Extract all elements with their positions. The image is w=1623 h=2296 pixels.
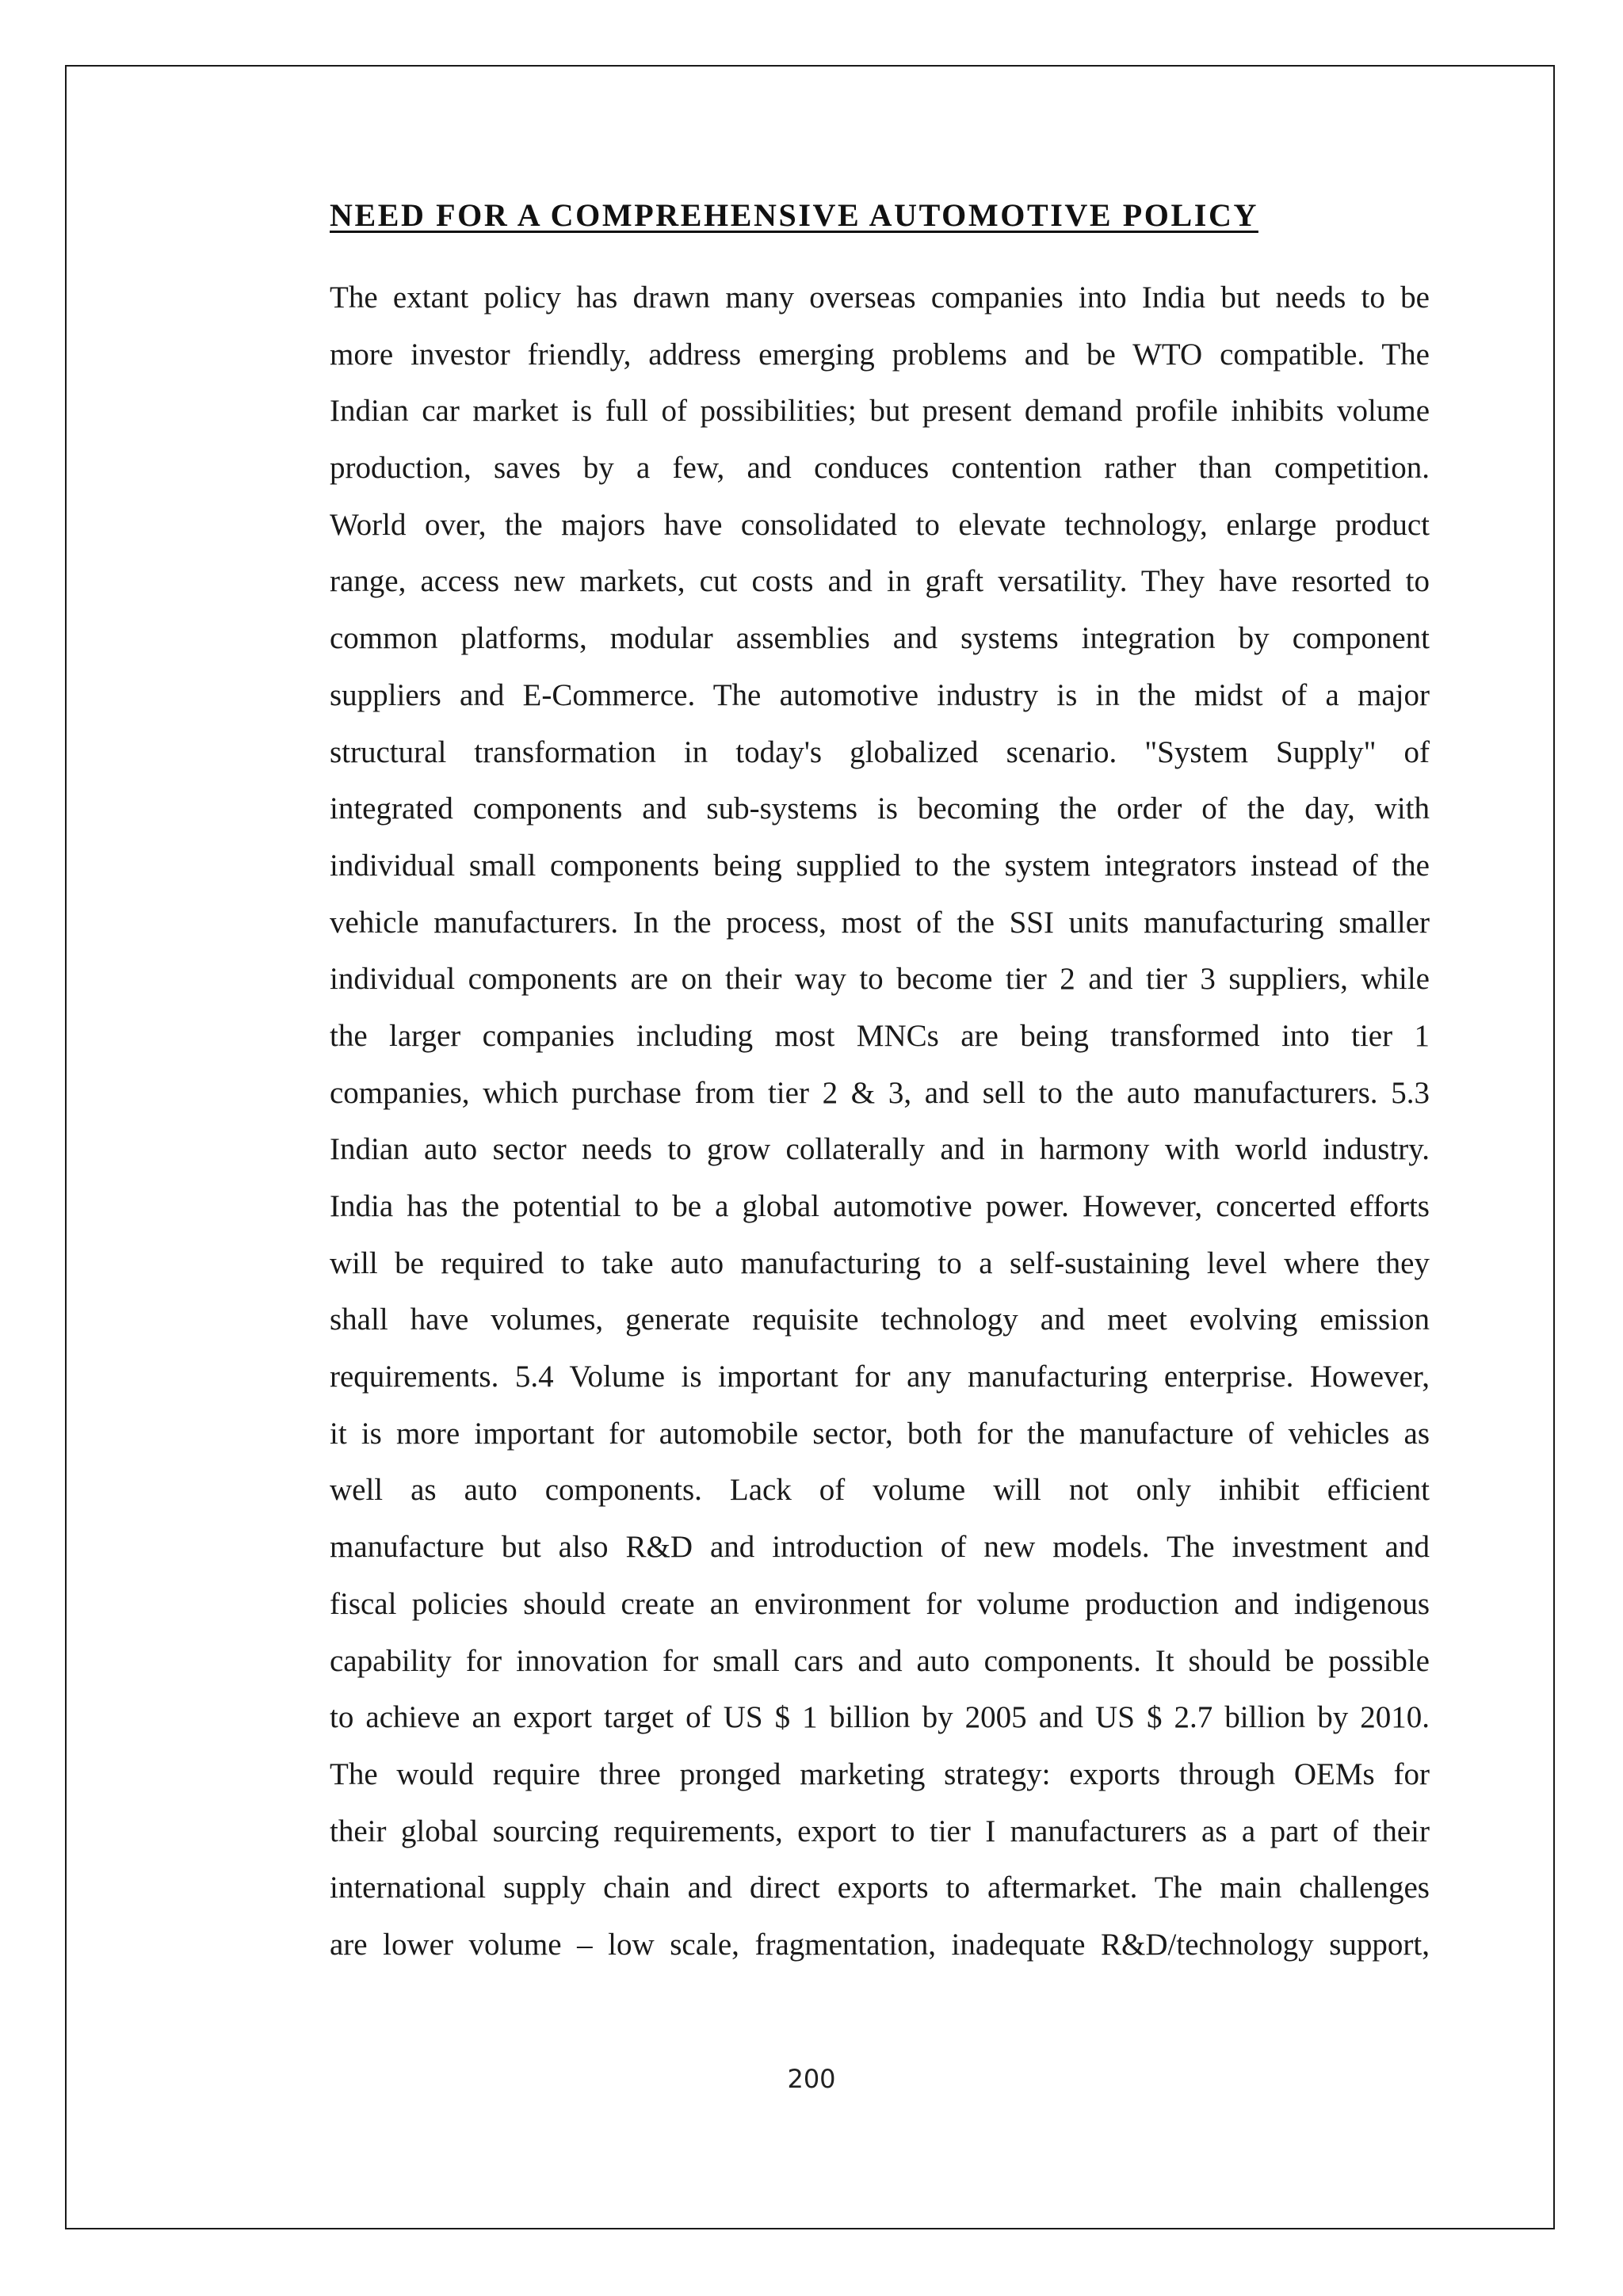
text-line: will be required to take auto manufacturing to a self-sustaining level where they [330, 1245, 1430, 1280]
text-line: well as auto components. Lack of volume will not only inhibit efficient [330, 1473, 1430, 1508]
text-line: it is more important for automobile sector, both for the manufacture of vehicles as [330, 1416, 1430, 1451]
text-line: fiscal policies should create an environment for volume production and indigenous [330, 1586, 1430, 1621]
text-line: India has the potential to be a global automotive power. However, concerted efforts [330, 1189, 1430, 1223]
text-line: manufacture but also R&D and introduction of new models. The investment and [330, 1530, 1430, 1565]
page-heading: NEED FOR A COMPREHENSIVE AUTOMOTIVE POLICY [330, 197, 1258, 233]
text-line: range, access new markets, cut costs and in graft versatility. They have resorted to [330, 564, 1430, 599]
text-line: individual components are on their way to become tier 2 and tier 3 suppliers, while [330, 962, 1430, 997]
text-line: to achieve an export target of US $ 1 billion by 2005 and US $ 2.7 billion by 2010. [330, 1700, 1430, 1735]
text-line: The would require three pronged marketing strategy: exports through OEMs for [330, 1756, 1430, 1791]
text-line: their global sourcing requirements, export to tier I manufacturers as a part of their [330, 1814, 1430, 1848]
text-line: individual small components being supplied to the system integrators instead of the [330, 848, 1430, 883]
text-line: requirements. 5.4 Volume is important for any manufacturing enterprise. However, [330, 1360, 1430, 1394]
body-paragraph [330, 269, 1430, 1974]
text-line: vehicle manufacturers. In the process, most of the SSI units manufacturing smaller [330, 905, 1430, 940]
text-line: capability for innovation for small cars and auto components. It should be possible [330, 1643, 1430, 1678]
text-line: World over, the majors have consolidated to elevate technology, enlarge product [330, 507, 1430, 542]
page-number: 200 [787, 2064, 836, 2094]
text-line: common platforms, modular assemblies and systems integration by component [330, 621, 1430, 656]
text-line: integrated components and sub-systems is becoming the order of the day, with [330, 791, 1430, 826]
text-line: Indian car market is full of possibilities; but present demand profile inhibits volume [330, 394, 1430, 429]
text-line: the larger companies including most MNCs are being transformed into tier 1 [330, 1018, 1430, 1053]
text-line: international supply chain and direct exports to aftermarket. The main challenges [330, 1871, 1430, 1905]
text-line: more investor friendly, address emerging problems and be WTO compatible. The [330, 337, 1430, 372]
text-line: companies, which purchase from tier 2 & 3, and sell to the auto manufacturers. 5.3 [330, 1075, 1430, 1110]
text-line: are lower volume – low scale, fragmentation, inadequate R&D/technology support, [330, 1927, 1430, 1962]
text-line: The extant policy has drawn many overseas companies into India but needs to be [330, 280, 1430, 315]
text-line: suppliers and E-Commerce. The automotive industry is in the midst of a major [330, 677, 1430, 712]
text-line: production, saves by a few, and conduces contention rather than competition. [330, 451, 1430, 486]
text-line: Indian auto sector needs to grow collaterally and in harmony with world industry. [330, 1132, 1430, 1167]
text-line: structural transformation in today's globalized scenario. "System Supply" of [330, 734, 1430, 769]
text-line: shall have volumes, generate requisite technology and meet evolving emission [330, 1302, 1430, 1337]
